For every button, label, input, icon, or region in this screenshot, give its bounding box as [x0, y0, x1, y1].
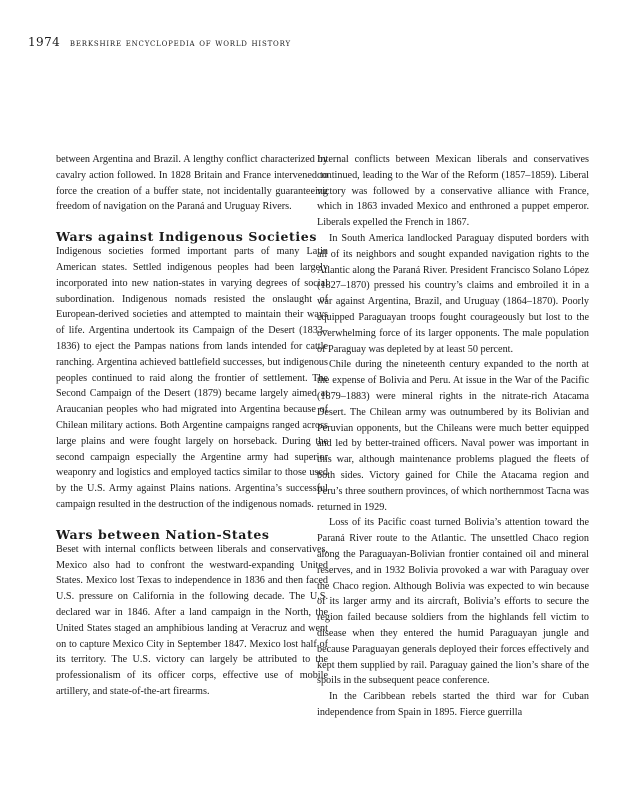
paragraph: Beset with internal conflicts between liberals and conservatives, Mexico also had to confront the westward-expanding United States. Mexico lost Texas to independence in 1836 and then faced U.S. pressure on California in the following decade. The U.S. declared war in 1846. After a land campaign in the North, the United States staged an amphibious landing at Veracruz and went on to capture Mexico City in September 1847. Mexico lost half of its territory. The U.S. victory can largely be attributed to the professionalism of its officer corps, effective use of mobile artillery, and state-of-the-art firearms. — [56, 543, 328, 697]
page-number: 1974 — [28, 35, 61, 49]
paragraph: Loss of its Pacific coast turned Bolivia’s attention toward the Paraná River route to the Atlantic. The unsettled Chaco region along the Paraguayan-Bolivian frontier contained oil and mineral reserves, and in 1932 Bolivia provoked a war with Paraguay over the Chaco region. Although Bolivia was expected to win because of its larger army and its aircraft, Bolivia’s efforts to secure the region failed because soldiers from the highlands fell victim to disease when they entered the humid Paraguayan jungle and because Paraguayan generals deployed their forces effectively and kept them supplied by rail. Paraguay gained the lion’s share of the spoils in the subsequent peace conference. — [317, 517, 589, 687]
left-column — [56, 152, 328, 700]
paragraph: In South America landlocked Paraguay disputed borders with all of its neighbors and sought expanded navigation rights to the Atlantic along the Paraná River. President Francisco Solano López (1827–1870) pressed his country’s claims and embroiled it in a war against Argentina, Brazil, and Uruguay (1864–1870). Poorly equipped Paraguayan troops fought courageously but lost to the overwhelming force of its larger opponents. The male population of Paraguay was depleted by at least 50 percent. — [317, 232, 589, 355]
paragraph: In the Caribbean rebels started the third war for Cuban independence from Spain in 1895. Fierce guerrilla — [317, 691, 589, 718]
book-title: berkshire encyclopedia of world history — [69, 38, 291, 49]
paragraph: Internal conflicts between Mexican liberals and conservatives continued, leading to the War of the Reform (1857–1859). Liberal victory was followed by a conservative alliance with France, which in 1863 invaded Mexico and enthroned a puppet emperor. Liberals expelled the French in 1867. — [317, 154, 589, 229]
section-heading-nation-state-wars: Wars between Nation-States — [56, 526, 270, 542]
paragraph: between Argentina and Brazil. A lengthy conflict characterized by cavalry action followed. In 1828 Britain and France intervened to force the creation of a buffer state, not incidentally guaranteeing freedom of navigation on the Paraná and Uruguay Rivers. — [56, 154, 328, 213]
running-header — [28, 35, 291, 49]
right-column — [317, 152, 589, 721]
paragraph: Chile during the nineteenth century expanded to the north at the expense of Bolivia and Peru. At issue in the War of the Pacific (1879–1883) were mineral rights in the nitrate-rich Atacama Desert. The Chilean army was outnumbered by its Bolivian and Peruvian opponents, but the Chileans were much better equipped and led by better-trained officers. Naval power was important in this war, although maintenance problems plagued the fleets of both sides. Victory gained for Chile the Atacama region and Peru’s three southern provinces, of which northernmost Tacna was returned in 1929. — [317, 359, 589, 513]
section-heading-indigenous-wars: Wars against Indigenous Societies — [56, 229, 317, 245]
paragraph: Indigenous societies formed important parts of many Latin American states. Settled indigenous peoples had been largely incorporated into new nation-states in varying degrees of social subordination. Indigenous nomads resisted the onslaught of European-derived societies and attempted to maintain their ways of life. Argentina undertook its Campaign of the Desert (1833–1836) to eject the Pampas nations from lands intended for cattle ranching. Argentina achieved battlefield successes, but indigenous peoples continued to raid along the frontier of settlement. The Second Campaign of the Desert (1879) became largely aimed at Araucanian peoples who had migrated into Argentina because of Chilean military actions. Both Argentine campaigns ranged across large plains and were fought largely on horseback. During the second campaign especially the Argentine army had superior weaponry and logistics and employed tactics similar to those used by the U.S. Army against Plains nations. Argentina’s successful campaign resulted in the destruction of the indigenous nomads. — [56, 246, 328, 510]
